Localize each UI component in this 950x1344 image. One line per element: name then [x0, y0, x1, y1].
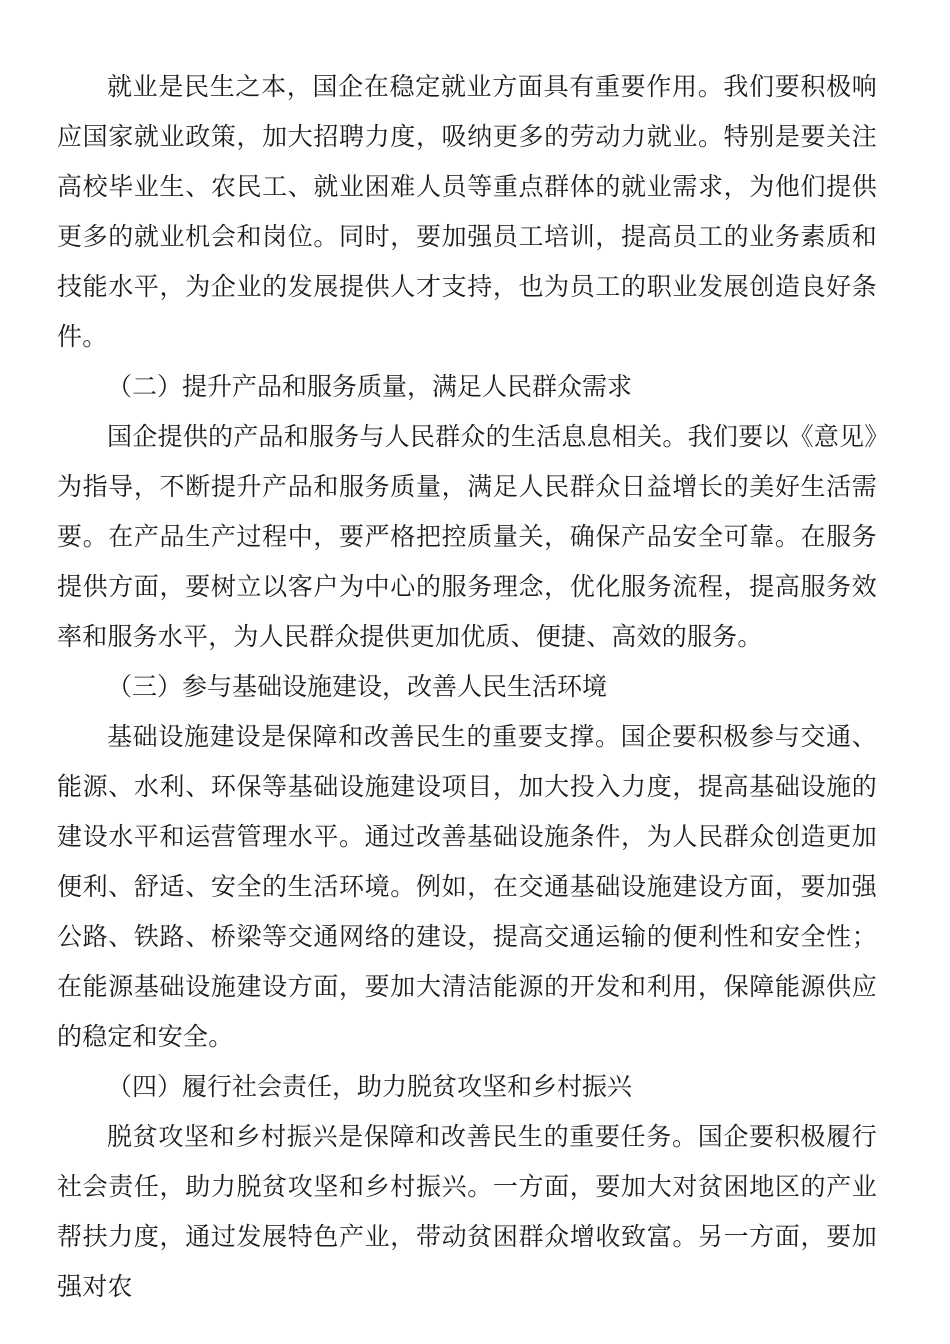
section-heading-2: （二）提升产品和服务质量，满足人民群众需求: [107, 372, 633, 401]
body-paragraph-poverty: 脱贫攻坚和乡村振兴是保障和改善民生的重要任务。国企要积极履行社会责任，助力脱贫攻坚和乡村振兴。一方面，要加大对贫困地区的产业帮扶力度，通过发展特色产业，带动贫困群众增收致富。另一方面，要加强对农: [57, 1122, 877, 1301]
section-heading-3: （三）参与基础设施建设，改善人民生活环境: [107, 672, 608, 701]
body-paragraph-quality: 国企提供的产品和服务与人民群众的生活息息相关。我们要以《意见》为指导，不断提升产品和服务质量，满足人民群众日益增长的美好生活需要。在产品生产过程中，要严格把控质量关，确保产品安全可靠。在服务提供方面，要树立以客户为中心的服务理念，优化服务流程，提高服务效率和服务水平，为人民群众提供更加优质、便捷、高效的服务。: [57, 422, 877, 651]
body-paragraph-infrastructure: 基础设施建设是保障和改善民生的重要支撑。国企要积极参与交通、能源、水利、环保等基础设施建设项目，加大投入力度，提高基础设施的建设水平和运营管理水平。通过改善基础设施条件，为人民群众创造更加便利、舒适、安全的生活环境。例如，在交通基础设施建设方面，要加强公路、铁路、桥梁等交通网络的建设，提高交通运输的便利性和安全性；在能源基础设施建设方面，要加大清洁能源的开发和利用，保障能源供应的稳定和安全。: [57, 722, 877, 1051]
body-paragraph-employment: 就业是民生之本，国企在稳定就业方面具有重要作用。我们要积极响应国家就业政策，加大招聘力度，吸纳更多的劳动力就业。特别是要关注高校毕业生、农民工、就业困难人员等重点群体的就业需求，为他们提供更多的就业机会和岗位。同时，要加强员工培训，提高员工的业务素质和技能水平，为企业的发展提供人才支持，也为员工的职业发展创造良好条件。: [57, 72, 877, 351]
section-heading-4: （四）履行社会责任，助力脱贫攻坚和乡村振兴: [107, 1072, 633, 1101]
document-page: [57, 62, 877, 1312]
